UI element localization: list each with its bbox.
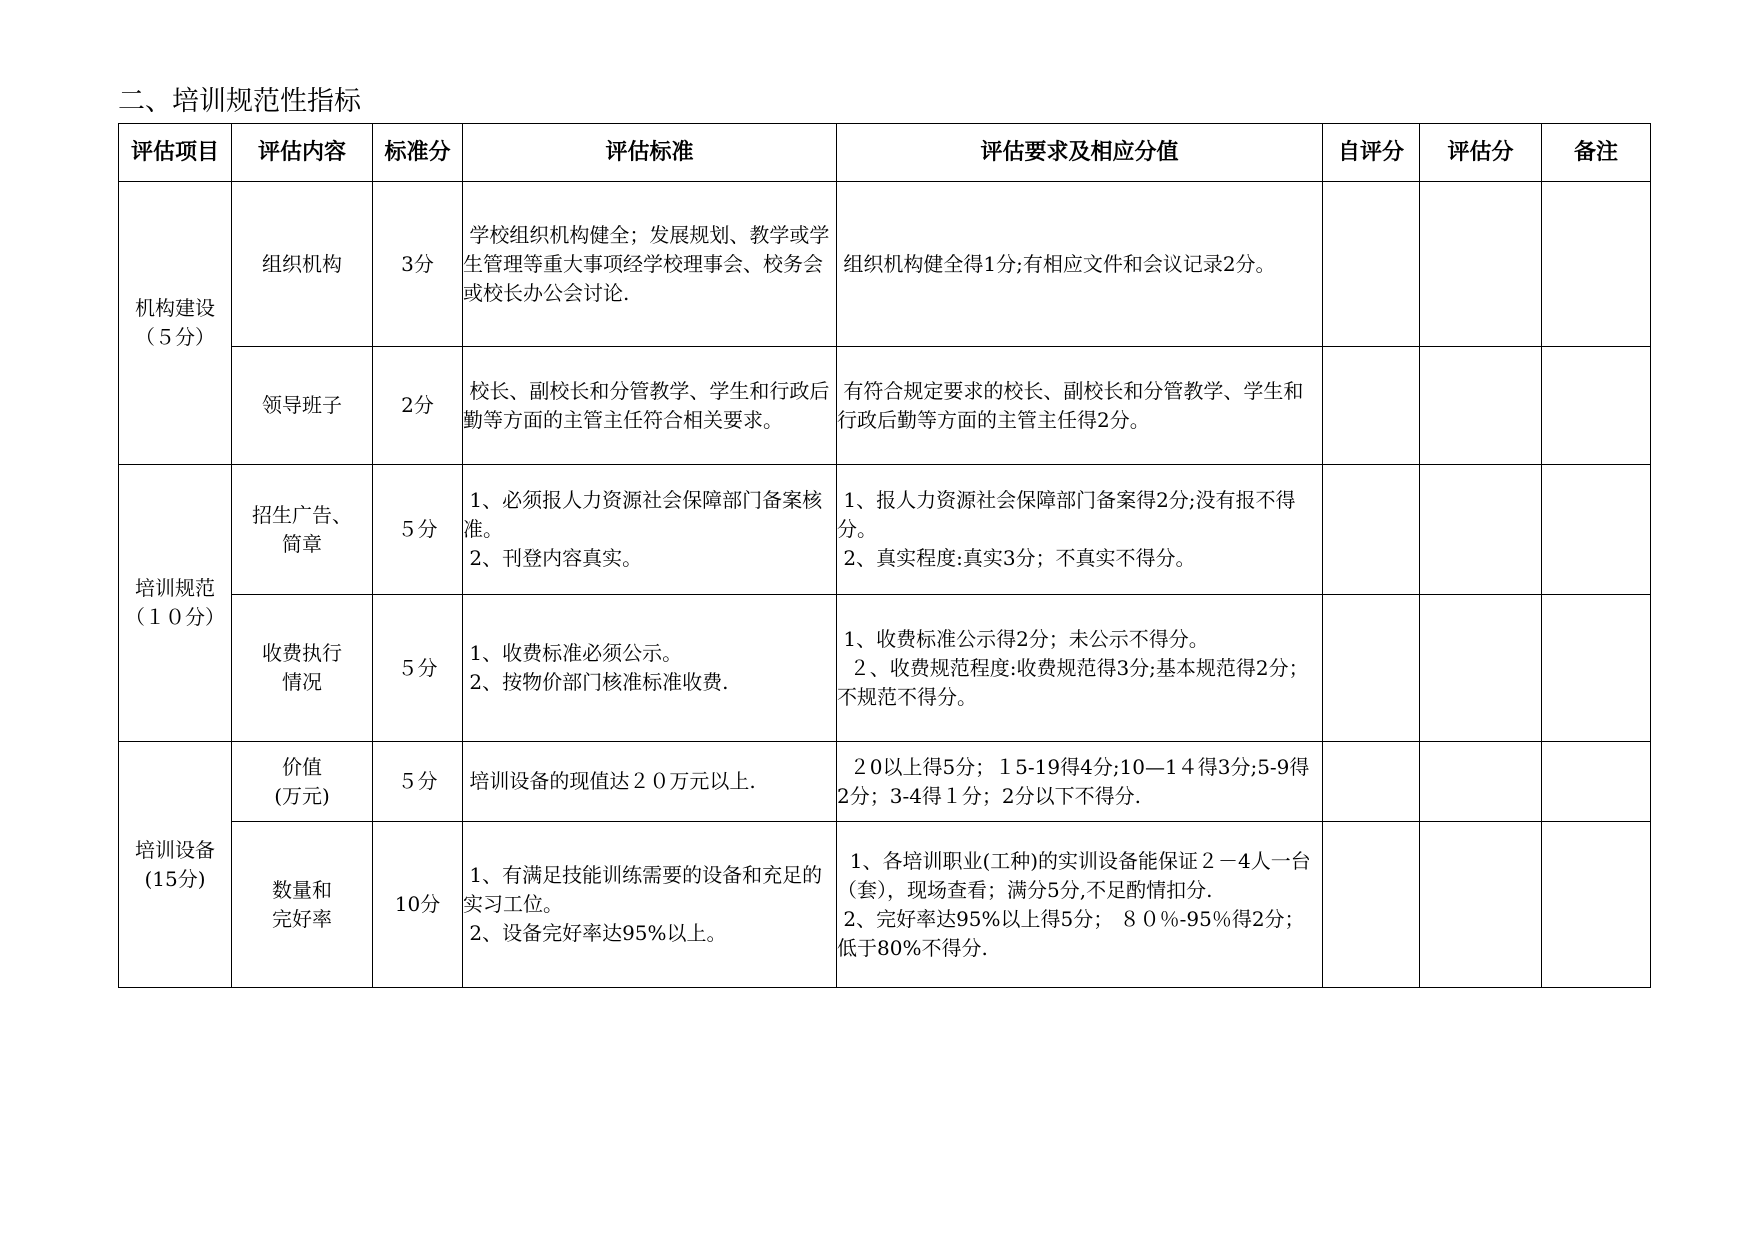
project-label: 机构建设 [135,296,215,320]
standard-text: 2、刊登内容真实。 [463,546,643,570]
table-row [119,465,1651,595]
standard-cell [463,595,837,742]
score-cell: 3分 [373,182,463,347]
content-cell [232,822,373,988]
content-text: 数量和 [272,877,332,902]
requirement-text: 1、收费标准公示得2分；未公示不得分。 [837,626,1209,651]
eval-score-cell[interactable] [1420,347,1542,465]
content-text: 招生广告、 [252,502,352,527]
requirement-text: 1、各培训职业(工种)的实训设备能保证２－4人一台（套），现场查看；满分5分,不足酌情扣分. [837,848,1311,902]
self-score-cell[interactable] [1323,742,1420,822]
standard-cell [463,822,837,988]
eval-score-cell[interactable] [1420,742,1542,822]
project-label: 培训规范 [135,576,215,600]
content-text: 收费执行 [262,641,342,665]
remarks-cell[interactable] [1542,182,1651,347]
standard-text: 学校组织机构健全；发展规划、教学或学生管理等重大事项经学校理事会、校务会或校长办公会讨论. [463,222,830,305]
remarks-cell[interactable] [1542,465,1651,595]
score-cell: ５分 [373,465,463,595]
content-cell [232,595,373,742]
self-score-cell[interactable] [1323,595,1420,742]
content-text: 价值 [282,754,322,779]
header-cell: 备注 [1542,124,1651,182]
standard-text: 1、有满足技能训练需要的设备和充足的实习工位。 [463,863,823,916]
project-label: 培训设备 [135,837,215,862]
requirement-cell [837,465,1323,595]
header-row [119,124,1651,182]
remarks-cell[interactable] [1542,595,1651,742]
header-cell: 评估内容 [232,124,373,182]
self-score-cell[interactable] [1323,465,1420,595]
eval-score-cell[interactable] [1420,465,1542,595]
header-cell: 评估项目 [119,124,232,182]
content-text: 组织机构 [262,251,342,276]
eval-score-cell[interactable] [1420,822,1542,988]
remarks-cell[interactable] [1542,742,1651,822]
table-row [119,182,1651,347]
eval-score-cell[interactable] [1420,182,1542,347]
header-cell: 标准分 [373,124,463,182]
table-row [119,347,1651,465]
requirement-cell [837,182,1323,347]
requirement-text: 1、报人力资源社会保障部门备案得2分;没有报不得分。 [837,488,1296,541]
content-text: 情况 [282,670,322,694]
self-score-cell[interactable] [1323,822,1420,988]
content-cell [232,465,373,595]
header-cell: 评估分 [1420,124,1542,182]
standard-text: 1、收费标准必须公示。 [463,641,683,665]
requirement-text: 有符合规定要求的校长、副校长和分管教学、学生和行政后勤等方面的主管主任得2分。 [837,378,1304,432]
content-text: 简章 [282,531,322,556]
score-cell: 2分 [373,347,463,465]
content-cell [232,742,373,822]
standard-text: 2、设备完好率达95%以上。 [463,921,727,945]
self-score-cell[interactable] [1323,182,1420,347]
standard-cell [463,742,837,822]
content-text: 领导班子 [262,393,342,417]
header-cell: 评估要求及相应分值 [837,124,1323,182]
requirement-text: 组织机构健全得1分;有相应文件和会议记录2分。 [837,251,1276,276]
project-cell [119,182,232,465]
table-row [119,822,1651,988]
requirement-cell [837,347,1323,465]
project-points: (15分) [144,866,206,891]
self-score-cell[interactable] [1323,347,1420,465]
requirement-text: ２0以上得5分；１5-19得4分;10—1４得3分;5-9得2分；3-4得１分；2分以下不得分. [837,754,1310,808]
requirement-cell [837,822,1323,988]
content-text: 完好率 [272,906,332,931]
project-cell [119,742,232,988]
score-cell: 10分 [373,822,463,988]
project-cell [119,465,232,742]
header-cell: 评估标准 [463,124,837,182]
standard-cell [463,347,837,465]
page-title: 二、培训规范性指标 [118,86,361,117]
content-cell [232,347,373,465]
header-cell: 自评分 [1323,124,1420,182]
remarks-cell[interactable] [1542,347,1651,465]
standard-cell [463,182,837,347]
requirement-cell [837,595,1323,742]
standard-text: 培训设备的现值达２０万元以上. [463,769,756,793]
requirement-text: ２、收费规范程度:收费规范得3分;基本规范得2分；不规范不得分。 [837,655,1309,709]
standard-text: 2、按物价部门核准标准收费. [463,670,729,694]
table-row [119,742,1651,822]
standard-text: 1、必须报人力资源社会保障部门备案核准。 [463,488,823,541]
score-cell: ５分 [373,742,463,822]
evaluation-table [118,123,1651,988]
eval-score-cell[interactable] [1420,595,1542,742]
project-points: （５分） [135,325,215,349]
requirement-cell [837,742,1323,822]
remarks-cell[interactable] [1542,822,1651,988]
requirement-text: 2、完好率达95%以上得5分； ８０％-95％得2分；低于80%不得分. [837,906,1305,960]
project-points: （１０分） [125,605,225,629]
content-cell [232,182,373,347]
score-cell: ５分 [373,595,463,742]
standard-text: 校长、副校长和分管教学、学生和行政后勤等方面的主管主任符合相关要求。 [463,378,830,432]
content-text: (万元) [274,783,330,808]
table-row [119,595,1651,742]
standard-cell [463,465,837,595]
requirement-text: 2、真实程度:真实3分；不真实不得分。 [837,546,1196,570]
